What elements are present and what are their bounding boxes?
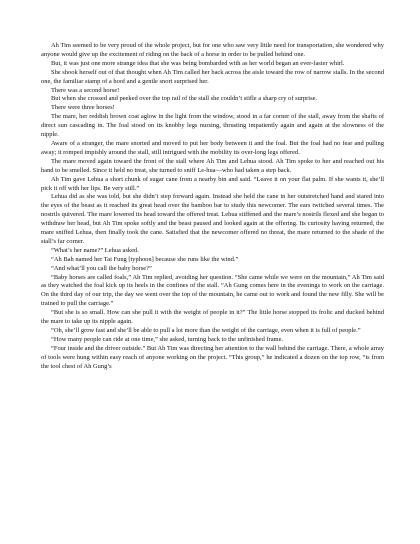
paragraph: There were three horses!: [51, 104, 115, 112]
paragraph: There was a second horse!: [51, 86, 120, 94]
paragraph: Ah Tim seemed to be very proud of the whole project, but for one who saw very little need for transportation, she wondered why anyone would give up the excitement of riding on the back of a horse in order to be pulled behind one.: [41, 42, 384, 58]
paragraph: But, it was just one more strange idea that she was being bombarded with as her world began an ever-faster whirl.: [51, 59, 345, 67]
paragraph: “How many people can ride at one time,” she asked, turning back to the unfinished frame.: [51, 335, 284, 343]
paragraph: “Ah Bah named her Tai Fung [typhoon] because she runs like the wind.”: [51, 255, 239, 263]
paragraph: But when she crossed and peeked over the top rail of the stall she couldn’t stifle a sharp cry of surprise.: [51, 95, 318, 103]
body-text: [41, 42, 384, 372]
paragraph: Lehua did as she was told, but she didn’t step forward again. Instead she held the cane in her outstretched hand and stared into the eyes of the beast as it reached its great head over the bamboo bar to study this newcomer. The ears twitched several times. The nostrils quivered. The mare lowered its head toward the offered treat. Lehua stiffened and the mare’s nostrils flexed and she began to withdraw her head, but Ah Tim spoke softly and the beast paused and looked again at the offering. Its curiosity having returned, the mare sniffed Lehua, then finally took the cane. Satisfied that the newcomer offered no threat, the mare returned to the shade of the stall’s far corner.: [41, 193, 384, 245]
paragraph: “Baby horses are called foals,” Ah Tim replied, avoiding her question. “She came while we were on the mountain,” Ah Tim said as they watched the foal kick up its heels in the confines of the stall. “Ah Gung comes here in the evenings to work on the carriage. On the third day of our trip, the day we went over the top of the mountain, he came out to work and found the new filly. She will be trained to pull the carriage.”: [41, 273, 384, 308]
paragraph: She shook herself out of that thought when Ah Tim called her back across the aisle toward the row of narrow stalls. In the second one, the familiar stamp of a hoof and a gentle snort surprised her.: [41, 68, 384, 85]
paragraph: “Oh, she’ll grow fast and she’ll be able to pull a lot more than the weight of the carriage, even when it is full of people.”: [51, 327, 361, 334]
paragraph: Aware of a stranger, the mare snorted and moved to put her body between it and the foal. But the foal had no fear and pulling away; it romped impishly around the stall, still intrigued with the mobility its over-long legs offered.: [41, 139, 384, 156]
paragraph: “Four inside and the driver outside.” But Ah Tim was directing her attention to the wall behind the carriage. There, a whole array of tools were hung within easy reach of anyone working on the project. “This group,” he indicated a dozen on the top row, “is from the tool chest of Ah Gung’s: [41, 344, 384, 370]
paragraph: “But she is so small. How can she pull it with the weight of people in it?” The little horse stopped its frolic and ducked behind the mare to take up its nipple again.: [41, 309, 384, 326]
paragraph: The mare, her reddish brown coat aglow in the light from the window, stood in a far corner of the stall, away from the shafts of direct sun cascading in. The foal stood on its knobby legs nursing, thrusting impatiently again and again at the slowness of the nipple.: [41, 113, 384, 139]
paragraph: “And what’ll you call the baby horse?”: [51, 264, 152, 272]
paragraph: Ah Tim gave Lehua a short chunk of sugar cane from a nearby bin and said. “Leave it on your flat palm. If she wants it, she’ll pick it off with her lips. Be very still.”: [41, 175, 384, 192]
paragraph: “What’s her name?” Lehua asked.: [51, 246, 139, 254]
paragraph: The mare moved again toward the front of the stall where Ah Tim and Lehua stood. Ah Tim spoke to her and reached out his hand to be smelled. Since it held no treat, she turned to sniff Le-hua—who had taken a step back.: [41, 157, 384, 174]
